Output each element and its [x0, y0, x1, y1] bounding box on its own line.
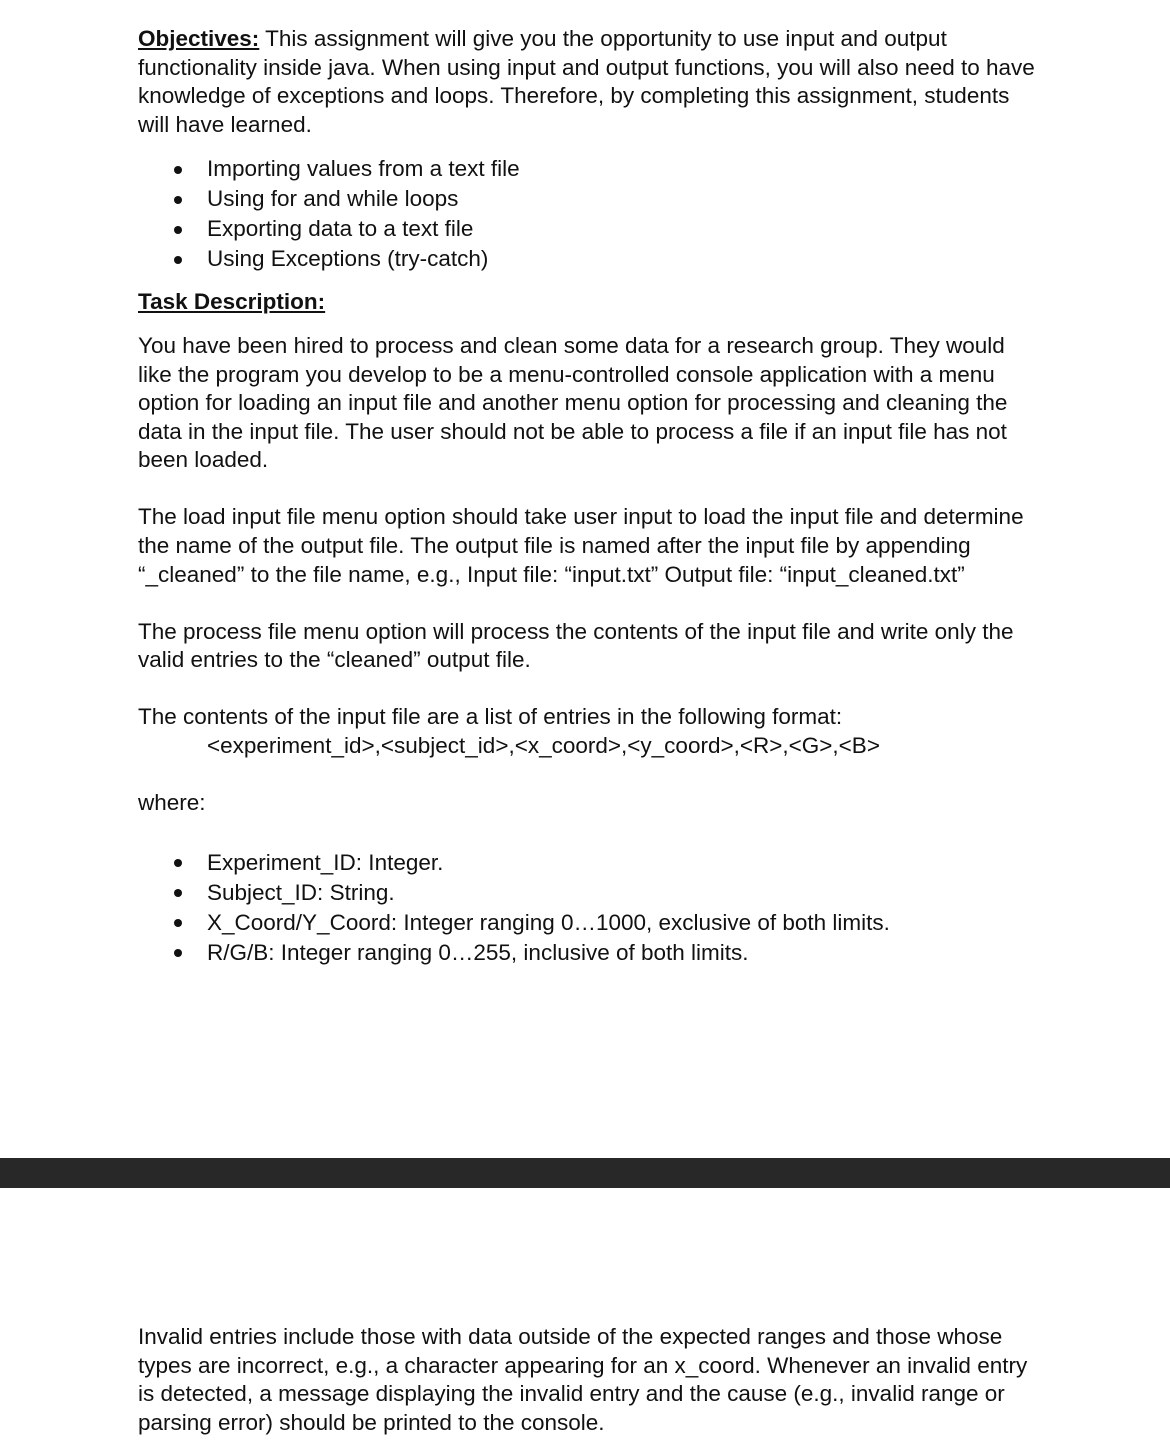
- list-item: Importing values from a text file: [138, 154, 1038, 184]
- list-item: R/G/B: Integer ranging 0…255, inclusive of both limits.: [138, 938, 1038, 968]
- bullet-icon: [174, 889, 182, 897]
- task-paragraph-3: The process file menu option will process the contents of the input file and write only the valid entries to the “cleaned” output file.: [138, 618, 1014, 673]
- list-item: Experiment_ID: Integer.: [138, 848, 1038, 878]
- invalid-entries-paragraph: Invalid entries include those with data outside of the expected ranges and those whose types are incorrect, e.g., a character appearing for an x_coord. Whenever an invalid entry is detected, a message displaying the invalid entry and the cause (e.g., invalid range or parsing error) should be printed to the console.: [138, 1324, 1028, 1435]
- bullet-icon: [174, 256, 182, 264]
- task-paragraph-4: The contents of the input file are a list of entries in the following format:: [138, 704, 843, 730]
- list-item: X_Coord/Y_Coord: Integer ranging 0…1000, exclusive of both limits.: [138, 908, 1038, 938]
- bullet-icon: [174, 949, 182, 957]
- bullet-icon: [174, 859, 182, 867]
- document-content: [138, 25, 1038, 968]
- fields-list: [138, 848, 1038, 968]
- objectives-heading: Objectives:: [138, 26, 260, 51]
- entry-format-line: <experiment_id>,<subject_id>,<x_coord>,<y_coord>,<R>,<G>,<B>: [207, 733, 880, 758]
- objectives-list: [138, 154, 1038, 274]
- bullet-icon: [174, 196, 182, 204]
- document-page-bottom: [0, 1188, 1170, 1451]
- list-item: Using for and while loops: [138, 184, 1038, 214]
- where-label: where:: [138, 790, 206, 816]
- task-paragraph-1: You have been hired to process and clean some data for a research group. They would like the program you develop to be a menu-controlled console application with a menu option for loading an input file and another menu option for processing and cleaning the data in the input file. The user should not be able to process a file if an input file has not been loaded.: [138, 332, 1008, 473]
- bullet-icon: [174, 226, 182, 234]
- list-item: Using Exceptions (try-catch): [138, 244, 1038, 274]
- list-item: Subject_ID: String.: [138, 878, 1038, 908]
- bullet-icon: [174, 166, 182, 174]
- task-paragraph-2: The load input file menu option should take user input to load the input file and determine the name of the output file. The output file is named after the input file by appending “_cleaned” to the file name, e.g., Input file: “input.txt” Output file: “input_cleaned.txt”: [138, 504, 1024, 587]
- task-description-heading: Task Description:: [138, 289, 326, 315]
- list-item: Exporting data to a text file: [138, 214, 1038, 244]
- objectives-paragraph: [138, 25, 1038, 139]
- bullet-icon: [174, 919, 182, 927]
- objectives-text: This assignment will give you the opportunity to use input and output functionality inside java. When using input and output functions, you will also need to have knowledge of exceptions and loops. Therefore, by completing this assignment, students will have learned.: [138, 26, 1035, 137]
- page-separator-band: [0, 1158, 1170, 1188]
